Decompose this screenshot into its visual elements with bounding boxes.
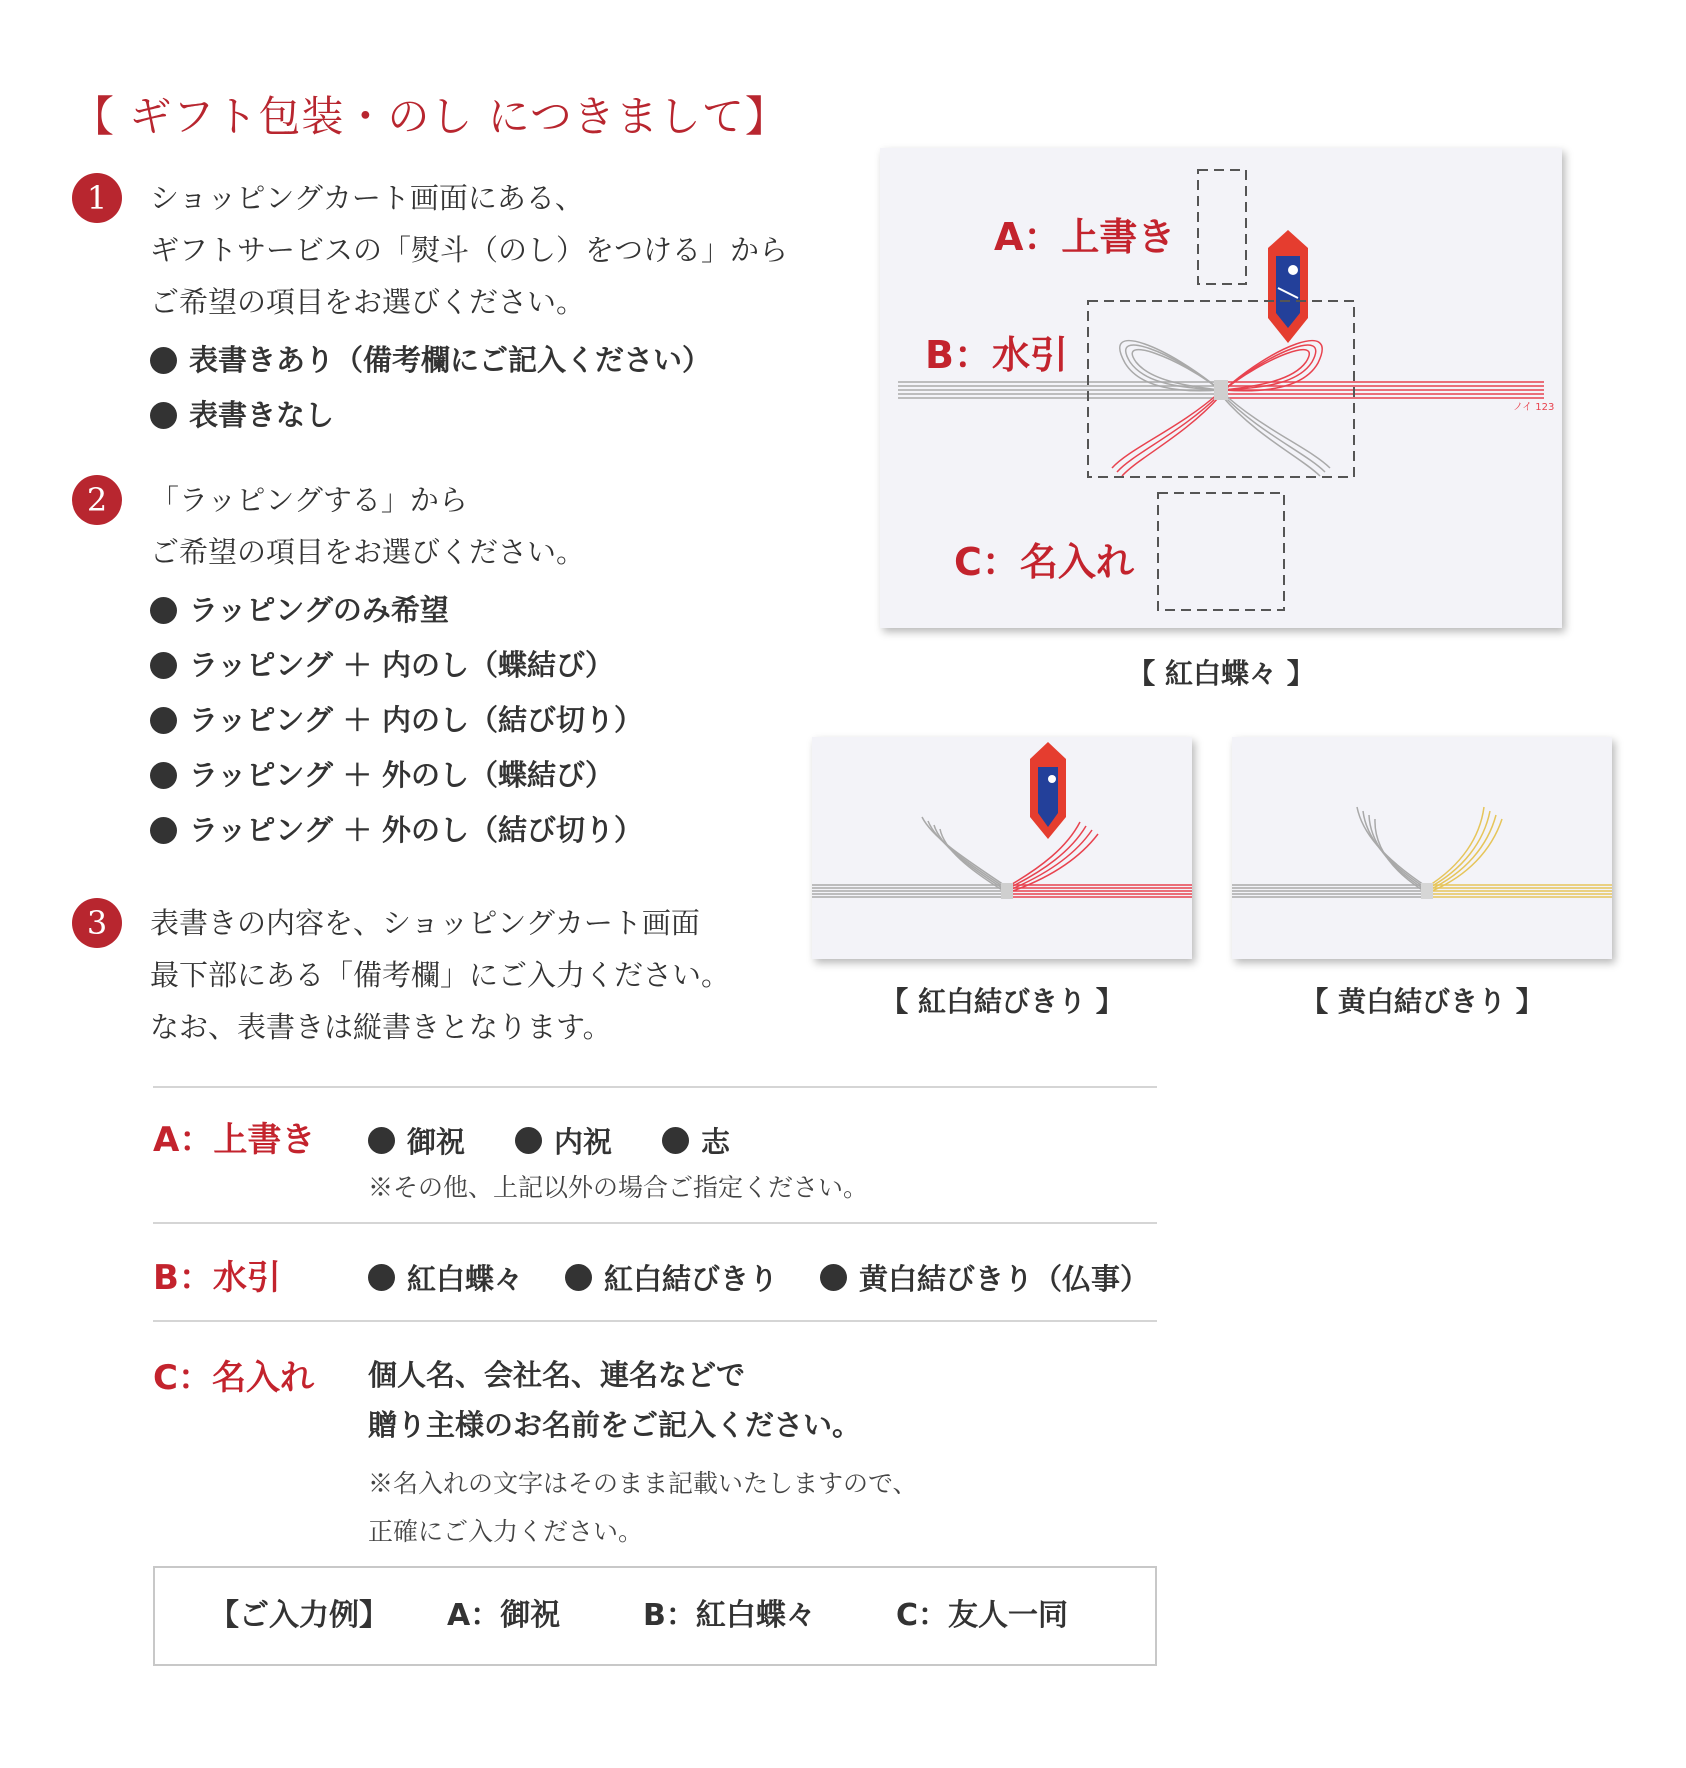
spec-a-label: A：上書き	[153, 1120, 316, 1160]
spec-a-options	[368, 1120, 780, 1161]
spec-c-line: 個人名、会社名、連名などで	[368, 1358, 746, 1392]
mizuhiki-knot	[1214, 380, 1228, 400]
caption-kohaku-musubikiri: 【 紅白結びきり 】	[880, 985, 1124, 1018]
mizuhiki-silver	[1232, 807, 1427, 897]
option-item	[150, 388, 711, 443]
spec-c-note: 正確にご入力ください。	[368, 1517, 644, 1546]
bullet-dot	[150, 762, 177, 789]
label-mizuhiki: B：水引	[925, 333, 1068, 377]
option-item	[150, 638, 643, 693]
bullet-dot	[150, 652, 177, 679]
option-label: ラッピング ＋ 内のし（結び切り）	[189, 703, 644, 737]
example-b: B：紅白蝶々	[643, 1598, 816, 1633]
step-1-text	[150, 172, 788, 328]
bullet-dot	[368, 1264, 395, 1291]
option-label: ラッピング ＋ 外のし（結び切り）	[189, 813, 644, 847]
bullet-dot	[150, 817, 177, 844]
divider	[153, 1320, 1157, 1322]
caption-kohaku-chocho: 【 紅白蝶々 】	[1127, 657, 1315, 690]
print-code: ノイ 123	[1513, 402, 1555, 413]
region-a-outline	[1198, 170, 1246, 284]
caption-kohaku-musubikiri-yellow: 【 黄白結びきり 】	[1300, 985, 1544, 1018]
spec-c-text	[368, 1350, 861, 1450]
spec-a-option	[368, 1120, 465, 1161]
step-3-line: 表書きの内容を、ショッピングカート画面	[150, 906, 700, 940]
divider	[153, 1222, 1157, 1224]
spec-a-note: ※その他、上記以外の場合ご指定ください。	[368, 1173, 869, 1202]
step-3-number: 3	[72, 898, 122, 948]
bullet-dot	[150, 402, 177, 429]
step-3-text	[150, 897, 730, 1053]
option-label: ラッピングのみ希望	[189, 593, 449, 627]
bullet-dot	[150, 597, 177, 624]
example-c: C：友人一同	[896, 1598, 1069, 1633]
spec-c-note: ※名入れの文字はそのまま記載いたしますので、	[368, 1469, 918, 1498]
spec-b-option	[368, 1257, 523, 1298]
noshi-musubikiri-yellow-illustration	[1232, 737, 1612, 959]
option-item	[150, 693, 643, 748]
option-label: ラッピング ＋ 外のし（蝶結び）	[189, 758, 615, 792]
step-3-line: なお、表書きは縦書きとなります。	[150, 1010, 612, 1044]
option-item	[150, 333, 711, 388]
spec-a-option	[662, 1120, 730, 1161]
example-a: A：御祝	[447, 1598, 561, 1633]
mizuhiki-red	[1007, 822, 1192, 897]
mizuhiki-knot	[1421, 883, 1433, 899]
option-item	[150, 748, 643, 803]
input-example-box	[153, 1566, 1157, 1666]
bullet-dot	[150, 707, 177, 734]
example-heading: 【ご入力例】	[209, 1598, 389, 1633]
spec-c-notes	[368, 1460, 918, 1556]
option-label: ラッピング ＋ 内のし（蝶結び）	[189, 648, 615, 682]
step-3-line: 最下部にある「備考欄」にご入力ください。	[150, 958, 731, 992]
step-1-options	[150, 333, 711, 443]
option-label: 内祝	[554, 1125, 613, 1159]
bullet-dot	[368, 1127, 395, 1154]
spec-b-options	[368, 1257, 1149, 1298]
noshi-musubikiri-red-illustration	[812, 737, 1192, 959]
bullet-dot	[662, 1127, 689, 1154]
divider	[153, 1086, 1157, 1088]
label-uwagaki: A：上書き	[994, 215, 1176, 259]
step-1-number: 1	[72, 173, 122, 223]
bullet-dot	[820, 1264, 847, 1291]
step-2-options	[150, 583, 643, 858]
option-label: 紅白蝶々	[407, 1262, 524, 1296]
step-2-line: 「ラッピングする」から	[150, 483, 468, 517]
mizuhiki-gold	[1427, 807, 1612, 897]
region-c-outline	[1158, 493, 1284, 610]
label-naire: C：名入れ	[954, 540, 1134, 584]
noshi-musubikiri-yellow-sample	[1232, 737, 1612, 959]
option-label: 御祝	[407, 1125, 466, 1159]
spec-b-option	[820, 1257, 1149, 1298]
bullet-dot	[515, 1127, 542, 1154]
noshi-butterfly-sample	[880, 148, 1562, 628]
mizuhiki-silver-bow	[1120, 341, 1330, 476]
mizuhiki-silver	[812, 817, 1007, 897]
spec-a-option	[515, 1120, 612, 1161]
mizuhiki-red-bow	[1112, 341, 1322, 476]
noshi-ornament	[1030, 742, 1066, 839]
step-1-line: ギフトサービスの「熨斗（のし）をつける」から	[150, 233, 789, 267]
spec-b-label: B：水引	[153, 1258, 281, 1298]
spec-c-line: 贈り主様のお名前をご記入ください。	[368, 1408, 862, 1442]
noshi-musubikiri-red-sample	[812, 737, 1192, 959]
step-1-line: ご希望の項目をお選びください。	[150, 285, 586, 319]
option-label: 紅白結びきり	[604, 1262, 779, 1296]
spec-c-label: C：名入れ	[153, 1358, 314, 1398]
spec-b-option	[565, 1257, 778, 1298]
step-2-text	[150, 474, 585, 578]
bullet-dot	[565, 1264, 592, 1291]
mizuhiki-knot	[1001, 883, 1013, 899]
noshi-ornament	[1268, 230, 1308, 343]
option-label: 表書きあり（備考欄にご記入ください）	[189, 343, 712, 377]
bullet-dot	[150, 347, 177, 374]
option-label: 表書きなし	[189, 398, 335, 432]
option-label: 黄白結びきり（仏事）	[859, 1262, 1150, 1296]
option-item	[150, 583, 643, 638]
option-label: 志	[701, 1125, 731, 1159]
option-item	[150, 803, 643, 858]
step-2-number: 2	[72, 475, 122, 525]
page-title: 【 ギフト包装・のし につきまして】	[72, 92, 788, 141]
step-2-line: ご希望の項目をお選びください。	[150, 535, 586, 569]
step-1-line: ショッピングカート画面にある、	[150, 181, 584, 215]
